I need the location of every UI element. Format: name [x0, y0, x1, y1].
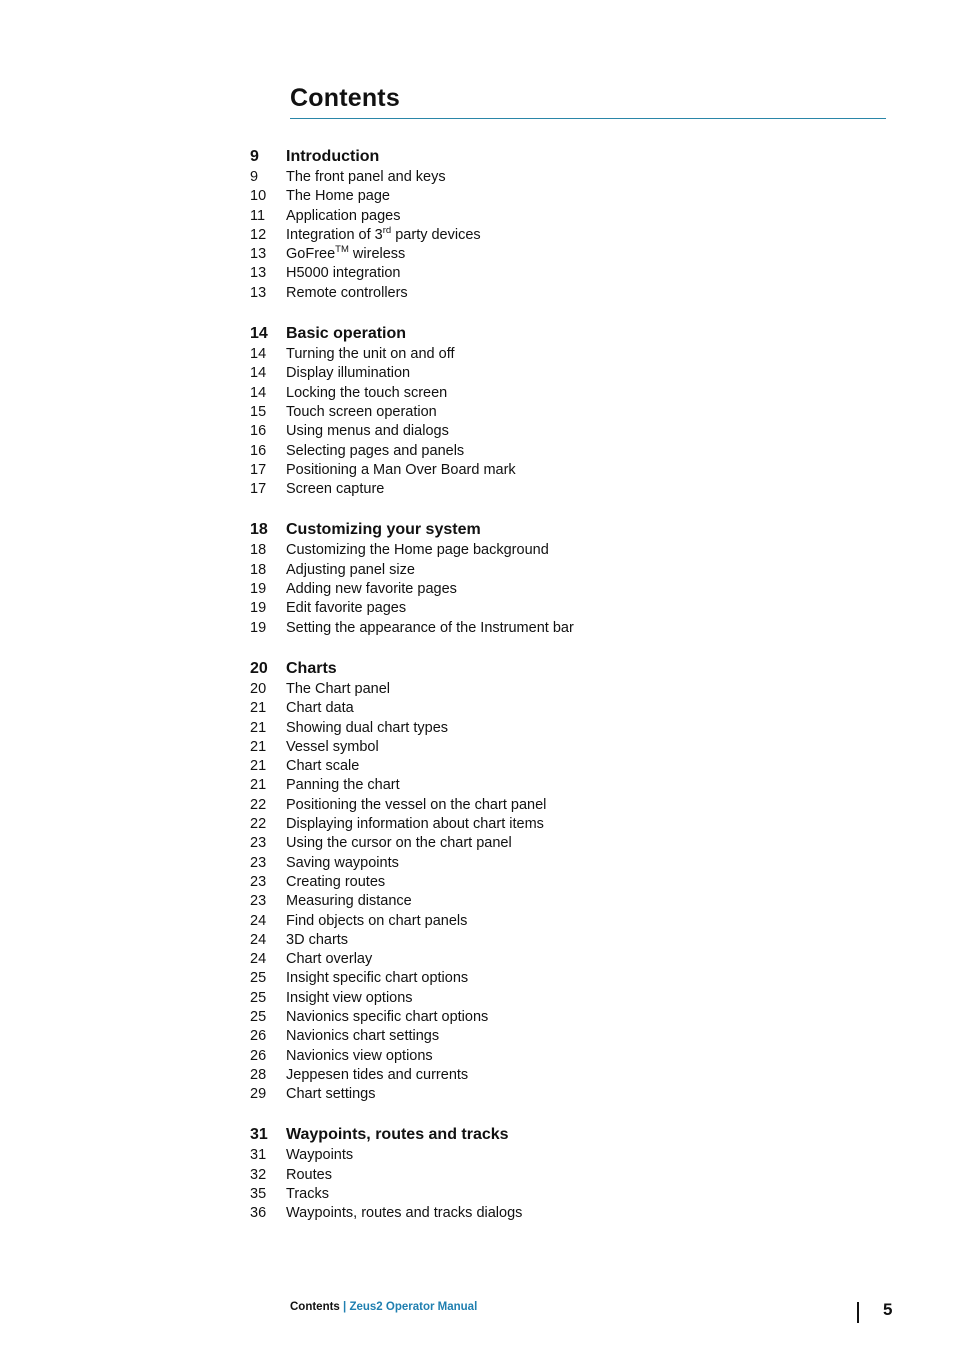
toc-section — [250, 323, 850, 499]
toc-entry-superscript: rd — [382, 225, 392, 237]
toc-entry-title — [286, 345, 455, 364]
toc-entry-text: Chart data — [286, 700, 354, 717]
toc-entry-title — [286, 384, 447, 403]
toc-entry[interactable] — [250, 912, 850, 931]
toc-entry-page: 16 — [250, 423, 267, 440]
toc-entry-page: 23 — [250, 873, 267, 890]
toc-entry[interactable] — [250, 757, 850, 776]
toc-entry-title — [286, 1027, 439, 1046]
toc-entry[interactable] — [250, 680, 850, 699]
toc-entry[interactable] — [250, 187, 850, 206]
toc-entry-text: Touch screen operation — [286, 403, 437, 420]
toc-entry-text: Saving waypoints — [286, 854, 399, 871]
toc-entry-page: 9 — [250, 169, 259, 185]
toc-chapter-entry[interactable] — [250, 146, 850, 168]
toc-entry-page: 14 — [250, 384, 267, 401]
toc-entry-text: The Home page — [286, 188, 390, 205]
toc-entry[interactable] — [250, 1008, 850, 1027]
toc-entry[interactable] — [250, 969, 850, 988]
toc-chapter-page: 31 — [250, 1126, 268, 1144]
toc-entry[interactable] — [250, 854, 850, 873]
toc-entry-title — [286, 461, 516, 480]
toc-entry-text: Display illumination — [286, 365, 411, 382]
toc-entry-title — [286, 364, 410, 383]
toc-entry-title — [286, 599, 406, 618]
toc-entry-title — [286, 284, 408, 303]
toc-entry[interactable] — [250, 561, 850, 580]
toc-entry-page: 32 — [250, 1166, 267, 1183]
toc-entry[interactable] — [250, 1066, 850, 1085]
toc-entry-page: 13 — [250, 265, 267, 282]
toc-entry[interactable] — [250, 815, 850, 834]
toc-entry-page: 19 — [250, 600, 267, 617]
toc-entry-text: Displaying information about chart items — [286, 816, 544, 833]
toc-entry-title — [286, 561, 415, 580]
toc-entry-text: Insight view options — [286, 989, 413, 1006]
toc-entry[interactable] — [250, 738, 850, 757]
toc-entry-text: Turning the unit on and off — [286, 346, 455, 363]
toc-entry-title — [286, 834, 512, 853]
toc-entry-text: Setting the appearance of the Instrument bar — [286, 619, 574, 636]
toc-chapter-title: Waypoints, routes and tracks — [286, 1126, 509, 1144]
toc-entry-text: Waypoints — [286, 1147, 354, 1164]
toc-entry-text-suffix: party devices — [391, 226, 481, 243]
toc-entry-title — [286, 422, 449, 441]
toc-chapter-entry[interactable] — [250, 1124, 850, 1146]
toc-entry[interactable] — [250, 950, 850, 969]
toc-entry-page: 22 — [250, 796, 267, 813]
toc-chapter-title: Charts — [286, 659, 337, 677]
toc-entry[interactable] — [250, 599, 850, 618]
toc-entry[interactable] — [250, 1027, 850, 1046]
toc-entry-text: Panning the chart — [286, 777, 400, 794]
toc-entry-page: 10 — [250, 188, 267, 205]
toc-entry-page: 24 — [250, 912, 267, 929]
toc-entry-page: 21 — [250, 758, 267, 775]
toc-entry-title — [286, 912, 467, 931]
page-title: Contents — [290, 84, 400, 112]
toc-entry[interactable] — [250, 284, 850, 303]
page-footer — [290, 1301, 477, 1313]
toc-entry-title — [286, 1185, 329, 1204]
toc-entry-page: 13 — [250, 246, 267, 263]
toc-entry[interactable] — [250, 461, 850, 480]
toc-entry[interactable] — [250, 989, 850, 1008]
toc-entry-title — [286, 1008, 488, 1027]
toc-entry[interactable] — [250, 168, 850, 187]
toc-entry-text-suffix: wireless — [348, 246, 406, 263]
toc-entry-page: 21 — [250, 700, 267, 717]
footer-section-label: Contents — [290, 1301, 340, 1313]
toc-entry[interactable] — [250, 245, 850, 264]
toc-entry[interactable] — [250, 796, 850, 815]
toc-entry-page: 18 — [250, 542, 267, 559]
toc-entry-text: H5000 integration — [286, 265, 401, 282]
toc-entry[interactable] — [250, 931, 850, 950]
section-spacer — [250, 1104, 850, 1124]
toc-entry-text: Integration of 3 — [286, 226, 383, 243]
toc-entry-page: 29 — [250, 1086, 267, 1103]
toc-entry-text: Waypoints, routes and tracks dialogs — [286, 1205, 523, 1222]
toc-entry-text: Tracks — [286, 1186, 329, 1203]
toc-entry-title — [286, 931, 348, 950]
section-spacer — [250, 499, 850, 519]
toc-entry-text: Showing dual chart types — [286, 719, 449, 736]
toc-entry-title — [286, 776, 400, 795]
toc-entry-title — [286, 738, 379, 757]
footer-separator: | — [339, 1301, 350, 1313]
toc-entry[interactable] — [250, 834, 850, 853]
toc-entry-page: 26 — [250, 1028, 267, 1045]
toc-entry-text: Selecting pages and panels — [286, 442, 465, 459]
toc-section — [250, 146, 850, 303]
toc-entry-title — [286, 699, 354, 718]
toc-entry-text: Adding new favorite pages — [286, 581, 457, 598]
toc-entry-page: 15 — [250, 403, 267, 420]
toc-chapter-page: 20 — [250, 659, 268, 677]
toc-entry-text: Vessel symbol — [286, 738, 379, 755]
toc-entry[interactable] — [250, 226, 850, 245]
toc-entry-title — [286, 854, 399, 873]
toc-entry[interactable] — [250, 264, 850, 283]
toc-section — [250, 1124, 850, 1223]
toc-chapter-title: Basic operation — [286, 325, 407, 343]
toc-chapter-entry[interactable] — [250, 519, 850, 541]
toc-entry-page: 21 — [250, 738, 267, 755]
toc-entry[interactable] — [250, 345, 850, 364]
toc-entry-title — [286, 442, 464, 461]
toc-chapter-page: 18 — [250, 521, 268, 539]
toc-entry-title — [286, 226, 481, 245]
toc-entry-text: The front panel and keys — [286, 169, 446, 185]
toc-chapter-entry[interactable] — [250, 658, 850, 680]
toc-entry[interactable] — [250, 422, 850, 441]
toc-entry-page: 25 — [250, 989, 267, 1006]
toc-entry[interactable] — [250, 873, 850, 892]
toc-entry-page: 14 — [250, 346, 267, 363]
toc-entry[interactable] — [250, 892, 850, 911]
toc-entry[interactable] — [250, 207, 850, 226]
toc-entry[interactable] — [250, 1185, 850, 1204]
toc-entry[interactable] — [250, 719, 850, 738]
toc-entry-page: 20 — [250, 680, 267, 697]
toc-entry-title — [286, 1047, 433, 1066]
toc-entry-page: 24 — [250, 951, 267, 968]
toc-entry-text: 3D charts — [286, 931, 349, 948]
toc-entry-text: Locking the touch screen — [286, 384, 448, 401]
toc-entry-text: Navionics chart settings — [286, 1028, 440, 1045]
toc-entry-title — [286, 1146, 353, 1165]
toc-entry-page: 23 — [250, 893, 267, 910]
toc-entry-page: 23 — [250, 835, 267, 852]
toc-entry-title — [286, 950, 372, 969]
toc-entry-page: 36 — [250, 1205, 267, 1222]
toc-entry-text: Navionics specific chart options — [286, 1008, 489, 1025]
toc-chapter-title: Introduction — [286, 148, 380, 165]
toc-entry-title — [286, 541, 549, 560]
toc-entry-title — [286, 815, 544, 834]
toc-chapter-page: 14 — [250, 325, 268, 343]
toc-entry-page: 21 — [250, 777, 267, 794]
section-spacer — [250, 303, 850, 323]
toc-entry-text: Application pages — [286, 207, 401, 224]
toc-entry-text: Edit favorite pages — [286, 600, 407, 617]
toc-entry-title — [286, 1085, 375, 1104]
toc-entry[interactable] — [250, 619, 850, 638]
toc-entry-text: Positioning the vessel on the chart panel — [286, 796, 547, 813]
toc-entry-title — [286, 796, 546, 815]
toc-entry-page: 35 — [250, 1186, 267, 1203]
toc-entry[interactable] — [250, 442, 850, 461]
toc-entry-page: 13 — [250, 284, 267, 301]
toc-entry[interactable] — [250, 1166, 850, 1185]
toc-entry-page: 31 — [250, 1147, 267, 1164]
section-spacer — [250, 638, 850, 658]
toc-entry-text: Routes — [286, 1166, 332, 1183]
toc-entry-superscript: TM — [335, 244, 349, 256]
toc-entry-page: 22 — [250, 816, 267, 833]
page-number: 5 — [883, 1300, 893, 1319]
toc-entry-title — [286, 168, 446, 187]
toc-entry-page: 17 — [250, 461, 267, 478]
toc-entry[interactable] — [250, 1146, 850, 1165]
footer-vertical-bar — [857, 1302, 859, 1323]
toc-entry-text: Navionics view options — [286, 1047, 433, 1064]
toc-entry[interactable] — [250, 776, 850, 795]
toc-entry[interactable] — [250, 580, 850, 599]
toc-entry-title — [286, 719, 448, 738]
toc-chapter-entry[interactable] — [250, 323, 850, 345]
toc-chapter-page: 9 — [250, 148, 259, 165]
toc-entry-page: 25 — [250, 1008, 267, 1025]
toc-section — [250, 519, 850, 637]
toc-entry-page: 17 — [250, 481, 267, 498]
toc-entry-title — [286, 1166, 332, 1185]
toc-entry-page: 14 — [250, 365, 267, 382]
toc-entry[interactable] — [250, 403, 850, 422]
toc-chapter-title: Customizing your system — [286, 521, 481, 539]
toc-entry-text: Chart settings — [286, 1086, 376, 1103]
toc-entry[interactable] — [250, 1085, 850, 1104]
toc-entry-title — [286, 207, 400, 226]
toc-entry-page: 11 — [250, 207, 266, 224]
toc-entry-text: Measuring distance — [286, 893, 412, 910]
toc-entry[interactable] — [250, 541, 850, 560]
toc-entry-page: 16 — [250, 442, 267, 459]
toc-entry-page: 28 — [250, 1066, 267, 1083]
toc-entry-title — [286, 989, 413, 1008]
toc-entry-title — [286, 680, 390, 699]
toc-entry[interactable] — [250, 1047, 850, 1066]
toc-entry-text: Jeppesen tides and currents — [286, 1066, 469, 1083]
footer-manual-title: Zeus2 Operator Manual — [349, 1301, 478, 1313]
toc-entry-text: Chart overlay — [286, 951, 373, 968]
toc-entry-title — [286, 873, 385, 892]
title-divider — [290, 118, 886, 119]
toc-entry[interactable] — [250, 364, 850, 383]
toc-entry-title — [286, 245, 405, 264]
toc-entry-title — [286, 892, 412, 911]
toc-entry-page: 24 — [250, 931, 267, 948]
toc-entry-title — [286, 757, 359, 776]
toc-entry-page: 23 — [250, 854, 267, 871]
toc-entry-text: Adjusting panel size — [286, 561, 415, 578]
toc-entry-text: Insight specific chart options — [286, 970, 469, 987]
toc-entry-text: Using the cursor on the chart panel — [286, 835, 512, 852]
toc-entry-title — [286, 403, 437, 422]
toc-entry-title — [286, 1204, 522, 1223]
toc-entry[interactable] — [250, 1204, 850, 1223]
toc-entry-text: Positioning a Man Over Board mark — [286, 461, 516, 478]
toc-entry-title — [286, 480, 384, 499]
toc-entry-text: Customizing the Home page background — [286, 542, 549, 559]
toc-entry[interactable] — [250, 384, 850, 403]
toc-entry-page: 26 — [250, 1047, 267, 1064]
toc-entry-text: Using menus and dialogs — [286, 423, 449, 440]
toc-entry-text: Creating routes — [286, 873, 386, 890]
toc-entry-page: 19 — [250, 619, 267, 636]
toc-entry-page: 12 — [250, 226, 267, 243]
toc-entry-title — [286, 580, 457, 599]
toc-entry-text: The Chart panel — [286, 680, 390, 697]
table-of-contents — [250, 146, 850, 1224]
toc-entry-title — [286, 187, 390, 206]
toc-entry-text: Chart scale — [286, 758, 360, 775]
toc-entry-page: 18 — [250, 561, 267, 578]
toc-entry-title — [286, 619, 574, 638]
toc-entry-page: 25 — [250, 970, 267, 987]
toc-entry-title — [286, 264, 400, 283]
toc-entry-title — [286, 1066, 468, 1085]
toc-entry[interactable] — [250, 699, 850, 718]
toc-entry-text: GoFree — [286, 246, 336, 263]
toc-entry-title — [286, 969, 468, 988]
toc-entry-text: Screen capture — [286, 481, 385, 498]
toc-entry-page: 19 — [250, 581, 267, 598]
toc-entry-text: Remote controllers — [286, 284, 408, 301]
toc-section — [250, 658, 850, 1105]
toc-entry-page: 21 — [250, 719, 267, 736]
toc-entry[interactable] — [250, 480, 850, 499]
toc-entry-text: Find objects on chart panels — [286, 912, 468, 929]
